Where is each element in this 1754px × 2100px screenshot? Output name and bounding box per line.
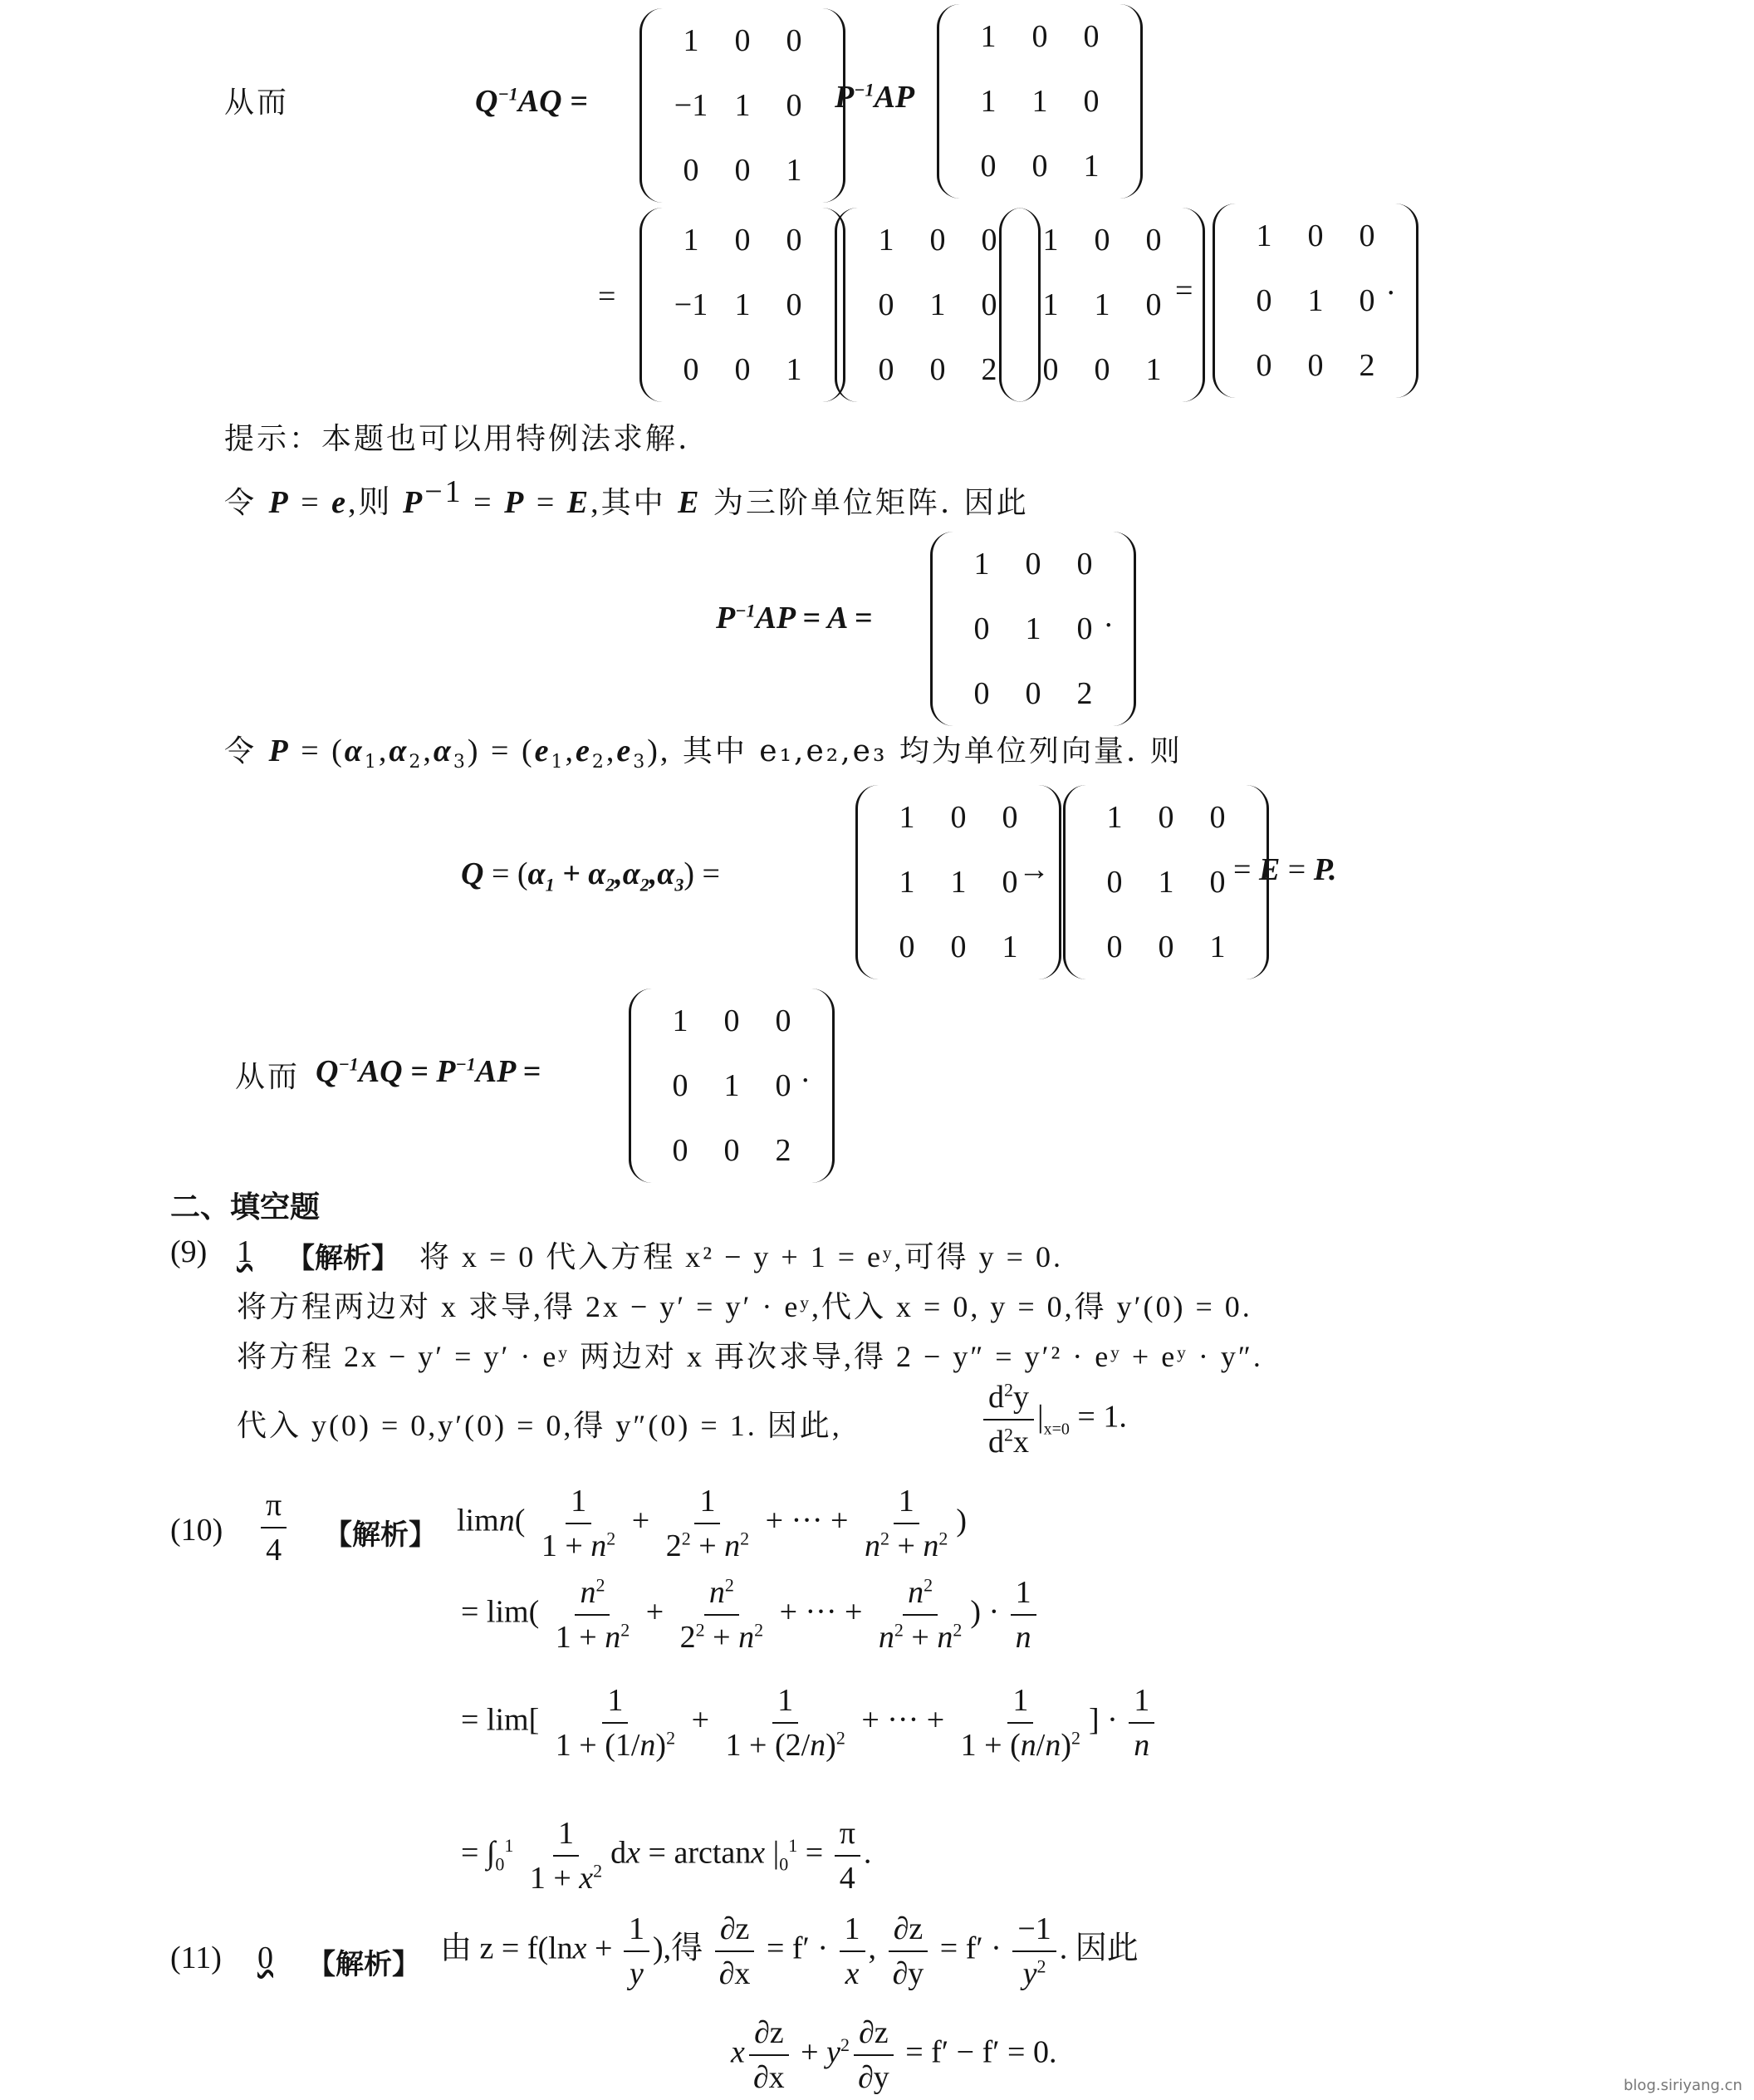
unit-matrix-text: 为三阶单位矩阵. 因此 <box>713 486 1029 520</box>
q9-label: 【解析】 <box>287 1242 399 1275</box>
q11-pre: 由 z = f <box>440 1931 538 1966</box>
unit-vector-text: 其中 e₁,e₂,e₃ 均为单位列向量. 则 <box>682 734 1183 768</box>
q11-get: ,得 <box>663 1931 703 1966</box>
q11-number: (11) <box>170 1941 222 1975</box>
q11-line-1: 由 z = f(lnx + $\frac{1}{y}$ ),得 $\frac{\partial z}{\partial x}$ = f′ · $\frac{1}{x}$ , $\frac{\partial z}{\partial y}$ = f′ · $\frac{-1}{y^2}$ . 因此 <box>440 1911 1139 1991</box>
matrix-col-op-2: 1 0 0 1 1 0 0 0 1 <box>999 208 1205 402</box>
q10-line-1: limn( $\frac{1}{1 + n^2}$ + $\frac{1}{2^2 + n^2}$ + ··· + $\frac{1}{n^2 + n^2}$ ) <box>457 1484 968 1563</box>
hint-text: 提示：本题也可以用特例法求解. <box>224 422 690 456</box>
matrix-row-op: 1 0 0 −1 1 0 0 0 1 <box>639 8 845 203</box>
congershi-label-2: 从而 <box>235 1060 301 1094</box>
q9-answer: 1 <box>237 1234 252 1269</box>
eq-p-inv-ap-a: $P^{-1}AP = A$ = <box>716 600 873 635</box>
arrow-icon: → <box>1018 852 1050 887</box>
let-word: 令 <box>224 734 257 768</box>
matrix-q: 1 0 0 1 1 0 0 0 1 <box>855 785 1061 979</box>
equals-sign: = <box>1175 273 1193 308</box>
q10-number: (10) <box>170 1513 223 1548</box>
q10-line-2: = lim( $\frac{n^2}{1 + n^2}$ + $\frac{n^2}{2^2 + n^2}$ + ··· + $\frac{n^2}{n^2 + n^2}$ ) · $\frac{1}{n}$ <box>461 1574 1040 1656</box>
matrix-e: 1 0 0 0 1 0 0 0 1 <box>1063 785 1269 979</box>
q9-line-1: 将 x = 0 代入方程 x² − y + 1 = eʸ,可得 y = 0. <box>419 1240 1063 1273</box>
q11-line-2: x $\frac{\partial z}{\partial x}$ + $y^2$ $\frac{\partial z}{\partial y}$ = f′ − f′ = 0. <box>731 2015 1057 2095</box>
let-p-e-line: 令 P = e,则 $P^{-1} = P = E$,其中 E 为三阶单位矩阵. 因此 <box>224 474 1029 520</box>
q10-answer: $\frac{\pi}{4}$ <box>257 1487 290 1568</box>
matrix-a: 1 0 0 0 1 0 0 0 2 <box>930 532 1136 726</box>
q9-line-2: 将方程两边对 x 求导,得 2x − y′ = y′ · eʸ,代入 x = 0, y = 0,得 y′(0) = 0. <box>237 1290 1252 1323</box>
q9-line-3: 将方程 2x − y′ = y′ · eʸ 两边对 x 再次求导,得 2 − y″ = y′² · eʸ + eʸ · y″. <box>237 1340 1263 1373</box>
matrix-final: 1 0 0 0 1 0 0 0 2 <box>629 989 835 1183</box>
section-heading: 二、填空题 <box>170 1190 321 1224</box>
q11-therefore: . 因此 <box>1059 1931 1139 1966</box>
q9-number: (9) <box>170 1234 208 1269</box>
eq-q-alpha: $Q = (\alpha_1 + \alpha_2,\alpha_2,\alpha_3)$ = <box>461 856 720 895</box>
period: . <box>1387 267 1395 302</box>
eq-e-p: = E = P. <box>1233 852 1337 887</box>
matrix-row-op-2: 1 0 0 −1 1 0 0 0 1 <box>639 208 845 402</box>
q9-line-4 <box>237 1402 842 1445</box>
let-p-alpha-line: 令 $P = (\alpha_1,\alpha_2,\alpha_3) = (e_1,e_2,e_3)$, 其中 e₁,e₂,e₃ 均为单位列向量. 则 <box>224 734 1183 773</box>
eq-p-inv-ap: $P^{-1}AP$ <box>835 79 915 115</box>
q9-line-4-text: 代入 y(0) = 0,y′(0) = 0,得 y″(0) = 1. 因此, <box>237 1409 842 1442</box>
equals-sign: = <box>598 279 616 314</box>
eq-q-inv-aq: $Q^{-1}AQ$ = <box>475 83 588 119</box>
matrix-col-op: 1 0 0 1 1 0 0 0 1 <box>937 4 1143 199</box>
matrix-diag: 1 0 0 0 1 0 0 0 2 <box>835 208 1041 402</box>
let-word: 令 <box>224 486 257 520</box>
among-word: 其中 <box>600 486 666 520</box>
period: . <box>1105 599 1113 634</box>
q11-label: 【解析】 <box>307 1948 420 1981</box>
q11-answer: 0 <box>257 1941 273 1975</box>
watermark: blog.siriyang.cn <box>1624 2077 1742 2094</box>
q9-second-derivative: $\frac{d^2y}{d^2x}$ $|_{x=0} = 1$. <box>980 1379 1127 1460</box>
period: . <box>801 1054 810 1089</box>
q10-label: 【解析】 <box>324 1519 437 1552</box>
q10-line-4: = $\int_0^1$ $\frac{1}{1 + x^2}$ dx = arctanx $|_0^1$ = $\frac{\pi}{4}$ . <box>461 1816 872 1896</box>
eq-q-inv-aq-2: $Q^{-1}AQ = P^{-1}AP$ = <box>316 1053 541 1089</box>
q10-line-3: = lim[ $\frac{1}{1 + (1/n)^2}$ + $\frac{1}{1 + (2/n)^2}$ + ··· + $\frac{1}{1 + (n/n)^2}$ ] · $\frac{1}{n}$ <box>461 1682 1158 1764</box>
matrix-result: 1 0 0 0 1 0 0 0 2 <box>1213 204 1418 398</box>
congershi-label: 从而 <box>224 86 290 120</box>
